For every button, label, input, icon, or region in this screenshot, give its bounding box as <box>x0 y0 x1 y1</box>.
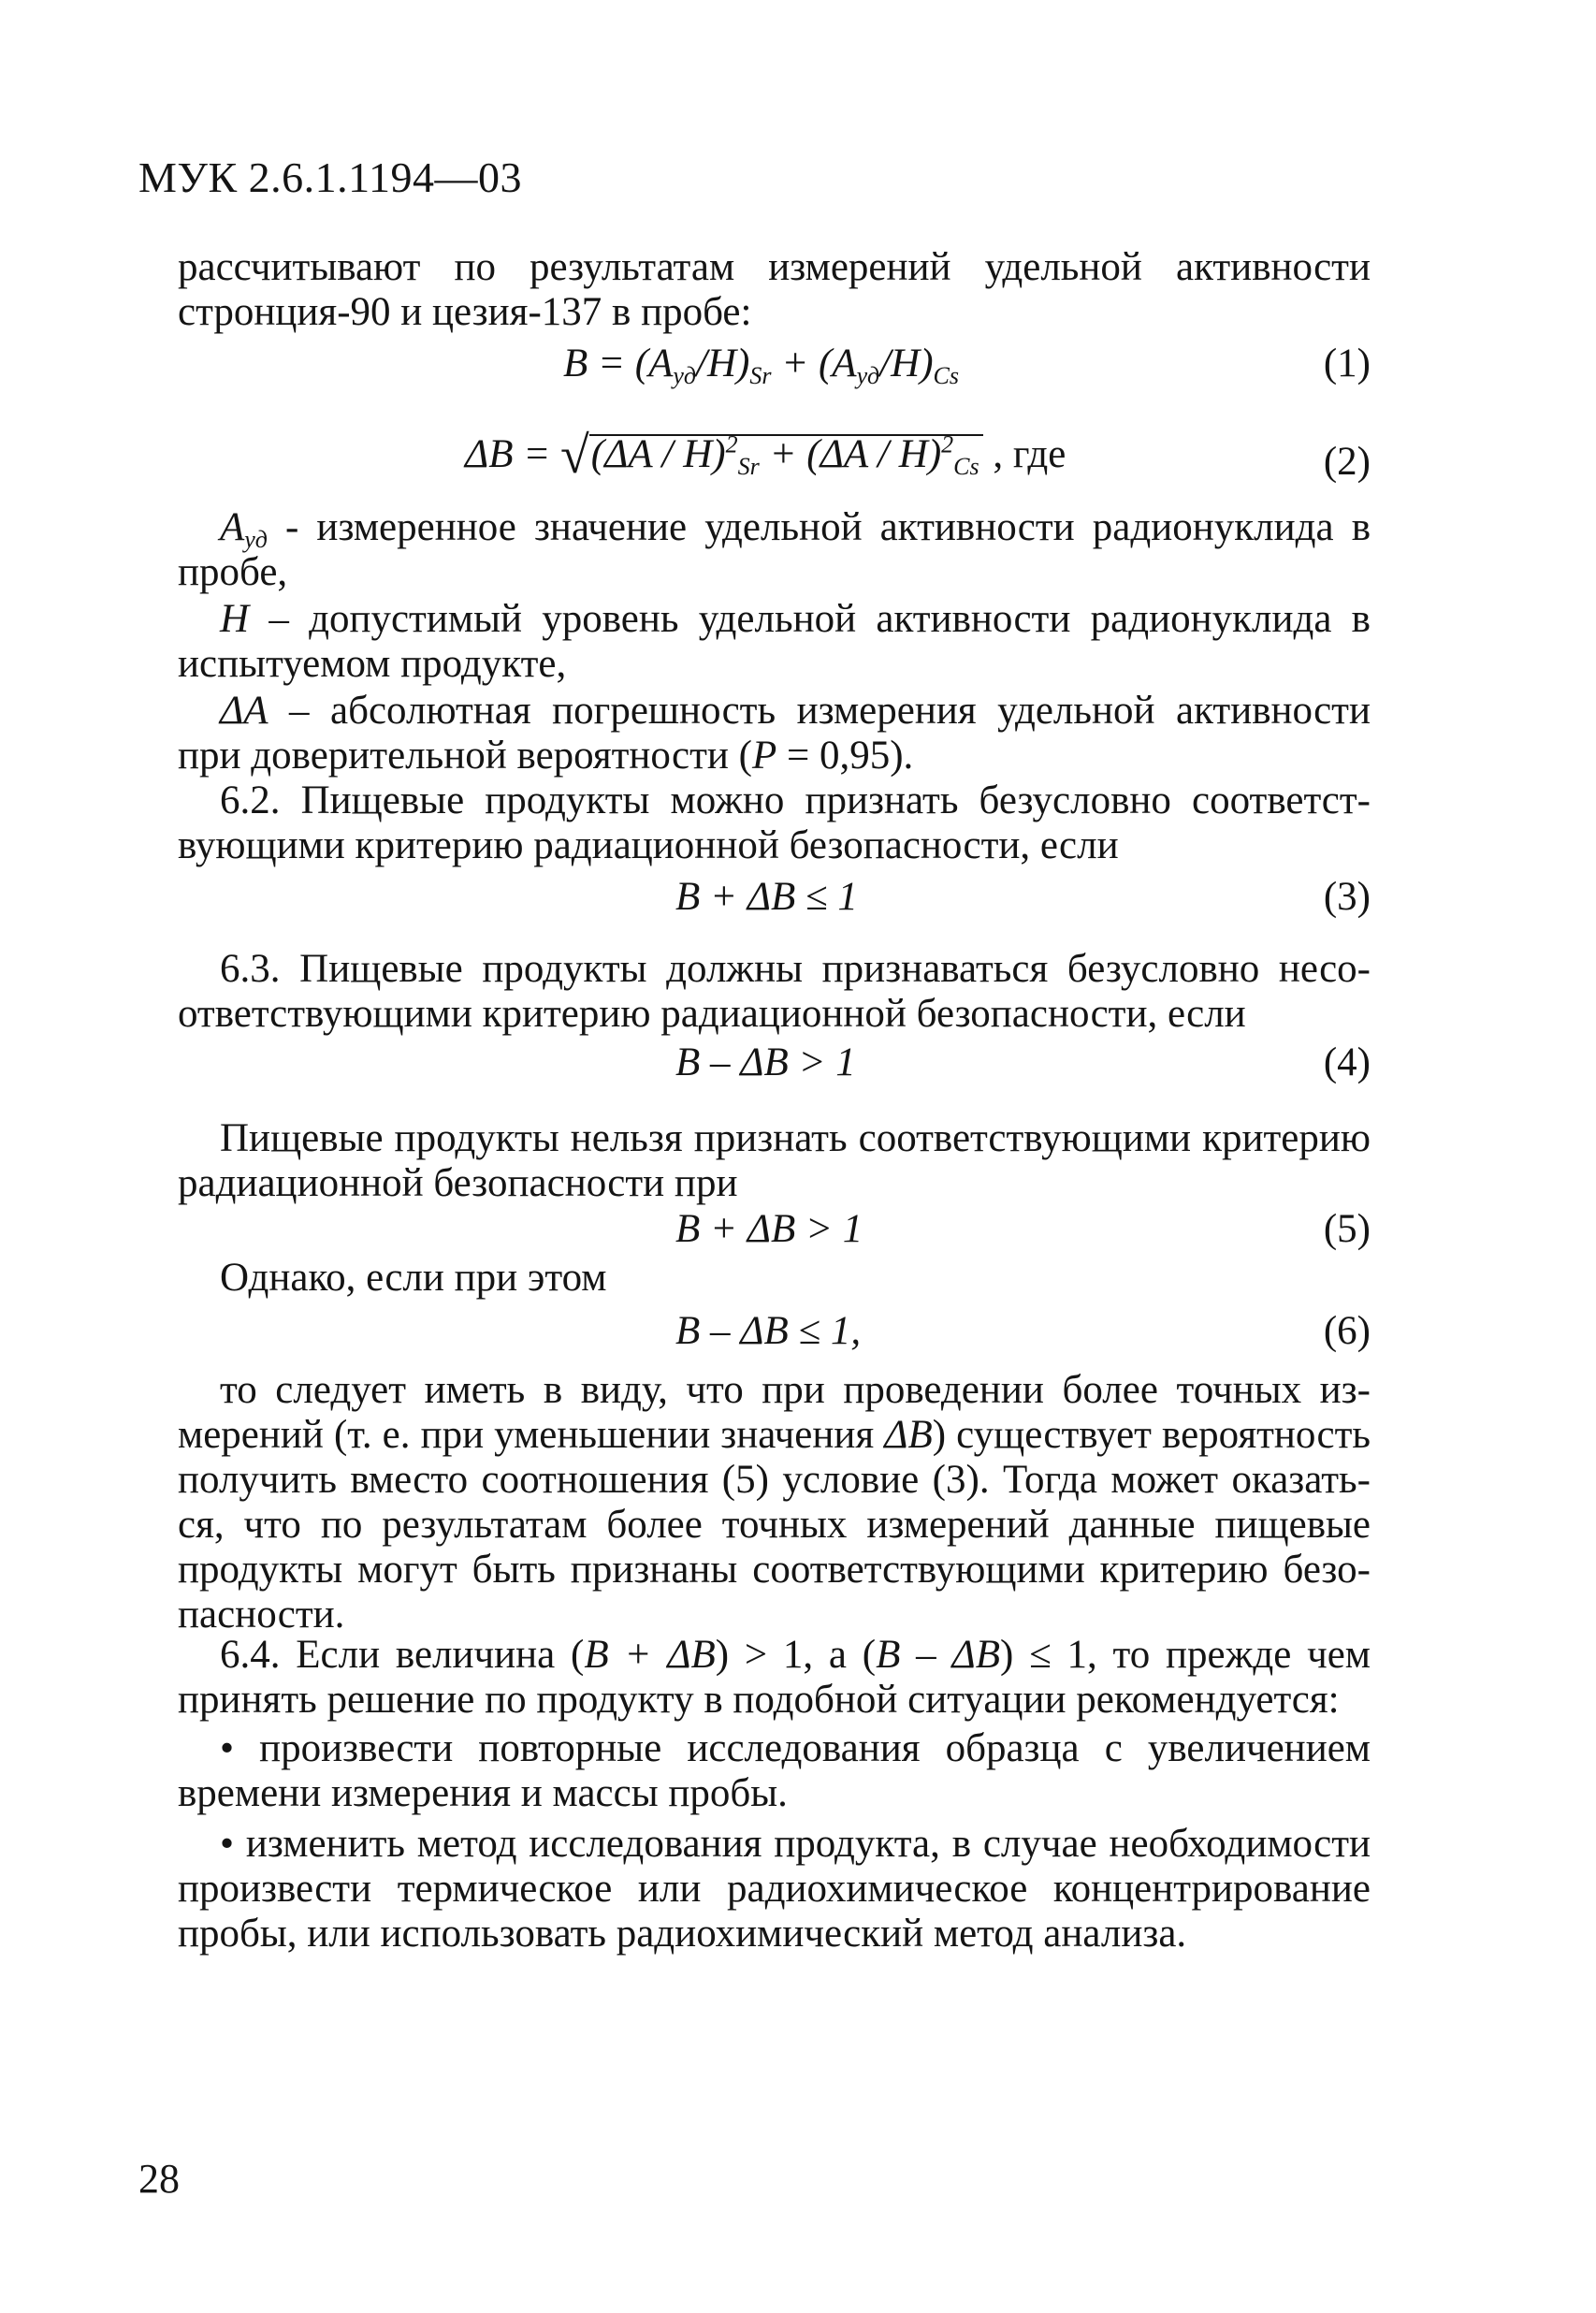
section-6-3 <box>178 947 1371 1037</box>
section-6-4-part: 6.4. Если величина ( <box>220 1633 585 1677</box>
paragraph-consider-part: то следует иметь в виду, что при проведении более точных измерений (т. е. при уменьшении значения <box>178 1368 1371 1457</box>
equation-5-number: (5) <box>1323 1207 1371 1251</box>
symbol-delta-a: ΔA <box>220 689 268 733</box>
equation-1-number: (1) <box>1323 342 1371 386</box>
equation-6-number: (6) <box>1323 1309 1371 1353</box>
equation-3: B + ΔB ≤ 1 <box>675 875 858 919</box>
eq2-sup: 2 <box>725 430 738 458</box>
definition-a-text: - измеренное значение удельной активности радионуклида в пробе, <box>178 505 1371 594</box>
paragraph-consider-text <box>178 1368 1371 1637</box>
eq1-part: /H) <box>696 342 750 386</box>
equation-2-number: (2) <box>1323 440 1371 484</box>
section-6-2-text: 6.2. Пищевые продукты можно признать безусловно соответствующими критерию радиационной безопасности, если <box>178 778 1371 867</box>
section-6-2 <box>178 778 1371 868</box>
section-6-3-text: 6.3. Пищевые продукты должны признаваться безусловно несоответствующими критерию радиационной безопасности, если <box>178 947 1371 1036</box>
eq1-sub: Cs <box>933 362 959 389</box>
definition-delta-a <box>178 689 1371 778</box>
eq2-sub: Cs <box>953 453 979 480</box>
sqrt-radical-icon: √ <box>560 427 589 485</box>
definitions <box>178 505 1371 778</box>
equation-1 <box>563 342 959 389</box>
intro-paragraph <box>178 245 1371 335</box>
equation-6: B – ΔB ≤ 1, <box>675 1309 862 1353</box>
symbol-h: H <box>220 597 250 641</box>
equation-3-number: (3) <box>1323 875 1371 919</box>
definition-h-text: – допустимый уровень удельной активности радионуклида в испытуемом продукте, <box>178 597 1371 686</box>
eq1-sub: уд <box>673 362 696 389</box>
section-6-4-text <box>178 1633 1371 1723</box>
symbol-a-sub: уд <box>244 526 268 553</box>
equation-5: B + ΔB > 1 <box>675 1207 863 1251</box>
expression: B + ΔB <box>584 1633 716 1677</box>
eq2-sup: 2 <box>941 430 954 458</box>
symbol-p: P <box>751 734 777 778</box>
list-item: • изменить метод исследования продукта, в случае необходимости произвести термическое или радиохимическое концентрирование пробы, или использовать радиохимический метод анализа. <box>178 1822 1371 1956</box>
equation-4-number: (4) <box>1323 1040 1371 1084</box>
equation-2 <box>465 427 1066 485</box>
section-6-4 <box>178 1633 1371 1723</box>
symbol-a: A <box>220 505 245 549</box>
definition-delta-a-text: – абсолютная погрешность измерения удельной активности при доверительной вероятности ( <box>178 689 1371 778</box>
bullet-list <box>178 1726 1371 1816</box>
eq2-part: ΔB = <box>465 432 561 476</box>
eq2-part: + (ΔA / H) <box>759 432 942 476</box>
page-number: 28 <box>138 2156 180 2202</box>
paragraph-cannot-recognize-text: Пищевые продукты нельзя признать соответствующими критерию радиационной безопасности при <box>178 1116 1371 1205</box>
eq1-part: /H) <box>879 342 934 386</box>
definition-a <box>178 505 1371 595</box>
sqrt-radicand <box>589 430 983 480</box>
section-6-4-part: ) > 1, а ( <box>715 1633 877 1677</box>
intro-text: рассчитывают по результатам измерений удельной активности стронция-90 и цезия-137 в пробе: <box>178 245 1371 334</box>
paragraph-cannot-recognize <box>178 1116 1371 1206</box>
equation-4: B – ΔB > 1 <box>675 1040 856 1084</box>
eq1-part: + (A <box>771 342 857 386</box>
eq2-tail: , где <box>982 432 1066 476</box>
expression: B – ΔB <box>876 1633 1000 1677</box>
eq2-sub: Sr <box>737 453 760 480</box>
paragraph-consider <box>178 1368 1371 1637</box>
list-item: • произвести повторные исследования образца с увеличением времени измерения и массы пробы. <box>178 1726 1371 1815</box>
paragraph-however: Однако, если при этом <box>220 1256 607 1300</box>
symbol-delta-b: ΔB <box>884 1413 933 1457</box>
bullet-list <box>178 1822 1371 1957</box>
section-6-4-part: ) ≤ 1, то прежде чем принять решение по продукту в подобной ситуации рекомендуется: <box>178 1633 1371 1722</box>
definition-delta-a-text: = 0,95). <box>776 734 914 778</box>
eq1-sub: уд <box>856 362 880 389</box>
eq1-part: B = (A <box>563 342 674 386</box>
eq1-sub: Sr <box>749 362 772 389</box>
definition-h <box>178 597 1371 687</box>
paragraph-consider-part: ) существует вероятность получить вместо соотношения (5) условие (3). Тогда может оказаться, что по результатам более точных измерений данные пищевые продукты могут быть признаны соответствующими критерию безопасности. <box>178 1413 1371 1637</box>
document-header: МУК 2.6.1.1194—03 <box>138 153 522 201</box>
eq2-part: (ΔA / H) <box>590 432 726 476</box>
